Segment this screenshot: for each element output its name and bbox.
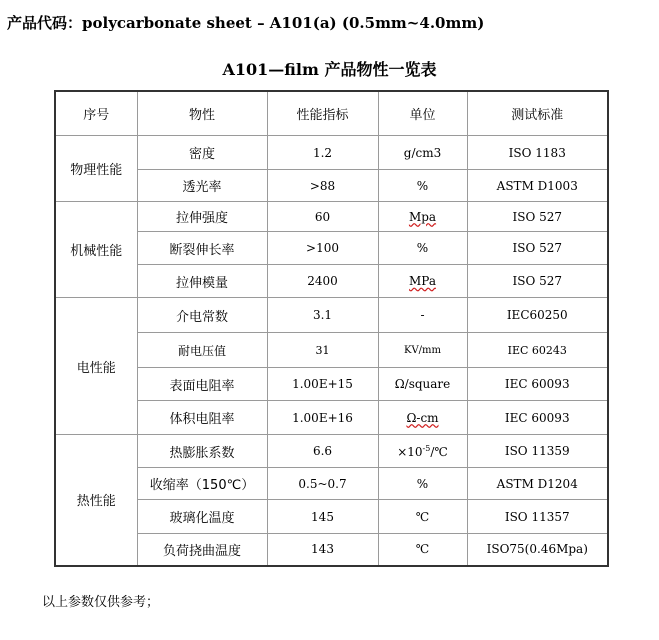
property-cell: 表面电阻率 (137, 368, 267, 401)
property-cell: 拉伸模量 (137, 265, 267, 298)
property-cell: 热膨胀系数 (137, 435, 267, 468)
unit-text: Ω-cm (406, 410, 439, 425)
unit-exponent: -5 (422, 443, 431, 453)
property-cell: 耐电压值 (137, 333, 267, 368)
standard-cell: ISO 527 (467, 265, 608, 298)
table-row (55, 298, 608, 333)
product-code-line: 产品代码：polycarbonate sheet – A101(a) (0.5mm~4.0mm) (7, 14, 485, 32)
table-header-row (55, 91, 608, 136)
property-cell: 负荷挠曲温度 (137, 534, 267, 566)
property-cell: 玻璃化温度 (137, 500, 267, 534)
column-header-unit: 单位 (378, 91, 467, 136)
category-electrical: 电性能 (55, 298, 137, 435)
unit-cell: Ω/square (378, 368, 467, 401)
unit-cell: ℃ (378, 534, 467, 566)
unit-suffix: /℃ (430, 444, 448, 459)
table-row (55, 232, 608, 265)
unit-text: ×10 (397, 444, 423, 459)
unit-text: MPa (409, 274, 436, 288)
standard-cell: IEC 60093 (467, 401, 608, 435)
unit-cell: % (378, 232, 467, 265)
value-cell: >88 (267, 170, 378, 202)
table-row (55, 368, 608, 401)
property-cell: 体积电阻率 (137, 401, 267, 435)
standard-cell: ISO 527 (467, 202, 608, 232)
property-cell: 断裂伸长率 (137, 232, 267, 265)
table-row (55, 333, 608, 368)
standard-cell: ASTM D1003 (467, 170, 608, 202)
footnote: 以上参数仅供参考； (42, 595, 160, 610)
property-cell: 收缩率（150℃） (137, 468, 267, 500)
table-row (55, 265, 608, 298)
table-row (55, 136, 608, 170)
value-cell: 60 (267, 202, 378, 232)
unit-cell (378, 202, 467, 232)
unit-cell: ℃ (378, 500, 467, 534)
value-cell: >100 (267, 232, 378, 265)
column-header-index: 序号 (55, 91, 137, 136)
unit-cell: - (378, 298, 467, 333)
table-row (55, 170, 608, 202)
value-cell: 1.00E+16 (267, 401, 378, 435)
value-cell: 6.6 (267, 435, 378, 468)
standard-cell: ISO 11357 (467, 500, 608, 534)
unit-cell: % (378, 170, 467, 202)
standard-cell: ISO 527 (467, 232, 608, 265)
unit-cell: g/cm3 (378, 136, 467, 170)
standard-cell: IEC60250 (467, 298, 608, 333)
property-cell: 密度 (137, 136, 267, 170)
column-header-property: 物性 (137, 91, 267, 136)
property-cell: 介电常数 (137, 298, 267, 333)
unit-cell (378, 265, 467, 298)
standard-cell: ISO 11359 (467, 435, 608, 468)
value-cell: 1.2 (267, 136, 378, 170)
value-cell: 1.00E+15 (267, 368, 378, 401)
value-cell: 2400 (267, 265, 378, 298)
value-cell: 143 (267, 534, 378, 566)
category-mechanical: 机械性能 (55, 202, 137, 298)
column-header-value: 性能指标 (267, 91, 378, 136)
unit-cell (378, 435, 467, 468)
value-cell: 145 (267, 500, 378, 534)
table-row (55, 202, 608, 232)
table-row (55, 435, 608, 468)
standard-cell: IEC 60243 (467, 333, 608, 368)
unit-cell (378, 401, 467, 435)
unit-text: Mpa (408, 209, 437, 224)
standard-cell: IEC 60093 (467, 368, 608, 401)
value-cell: 31 (267, 333, 378, 368)
table-row (55, 401, 608, 435)
unit-cell: KV/mm (378, 333, 467, 368)
standard-cell: ISO75(0.46Mpa) (467, 534, 608, 566)
document-title: A101—film 产品物性一览表 (222, 60, 437, 79)
table-row (55, 500, 608, 534)
table-row (55, 534, 608, 566)
unit-cell: % (378, 468, 467, 500)
value-cell: 3.1 (267, 298, 378, 333)
value-cell: 0.5~0.7 (267, 468, 378, 500)
standard-cell: ISO 1183 (467, 136, 608, 170)
column-header-standard: 测试标准 (467, 91, 608, 136)
property-cell: 拉伸强度 (137, 202, 267, 232)
category-physical: 物理性能 (55, 136, 137, 202)
property-cell: 透光率 (137, 170, 267, 202)
properties-table (54, 90, 609, 567)
category-thermal: 热性能 (55, 435, 137, 566)
table-row (55, 468, 608, 500)
standard-cell: ASTM D1204 (467, 468, 608, 500)
